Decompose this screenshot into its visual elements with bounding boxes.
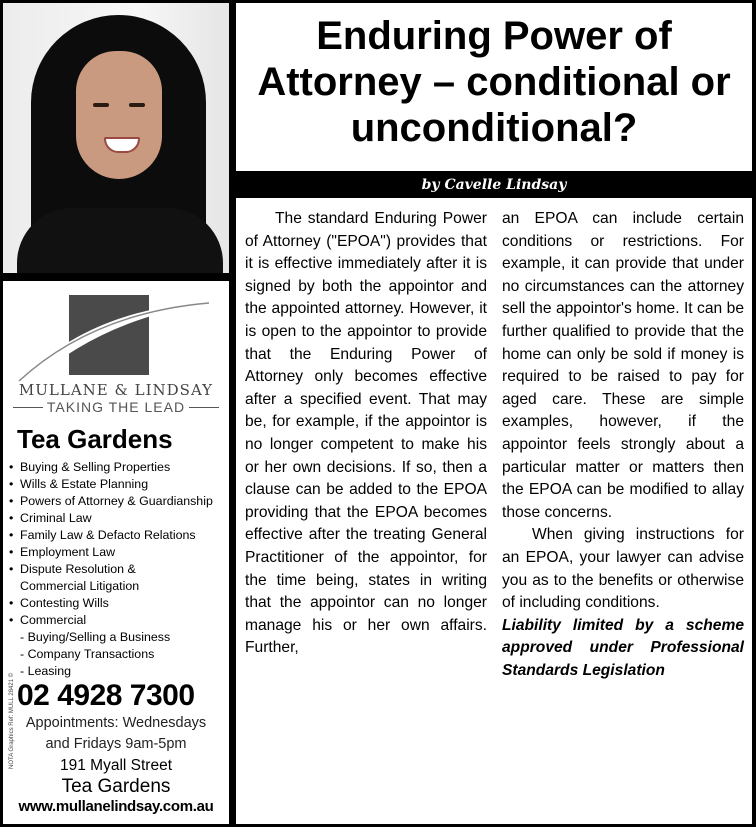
appointments-line: Appointments: Wednesdays bbox=[25, 715, 207, 731]
reference-note: NOTA Graphics Ref: MULL 28421 © bbox=[9, 672, 15, 769]
paragraph: The standard Enduring Power of Attorney ("EPOA") provides that it is effective immediately after it is signed by both the appointor and the appointed attorney. However, it is open to the appointor to provide that the Enduring Power of Attorney only becomes effective after a specified event. That may be, for example, if the appointor is no longer competent to make his or her own decisions. If so, then a clause can be added to the EPOA providing that the EPOA becomes effective after the treating General Practitioner of the appointor, for the time being, states in writing that the appointor can no longer manage his or her own affairs. Further, bbox=[245, 210, 487, 657]
list-item: Commercial Litigation bbox=[20, 579, 140, 593]
services-list bbox=[8, 459, 228, 680]
title-box bbox=[236, 3, 752, 171]
list-item: • Employment Law bbox=[8, 544, 228, 561]
tagline-row bbox=[13, 399, 219, 415]
appointments-line: and Fridays 9am-5pm bbox=[45, 736, 187, 752]
list-item: - Company Transactions bbox=[20, 647, 155, 661]
appointment-hours bbox=[3, 713, 229, 755]
list-item: • Powers of Attorney & Guardianship bbox=[8, 493, 228, 510]
website-link[interactable]: www.mullanelindsay.com.au bbox=[18, 798, 214, 815]
paragraph: an EPOA can include certain conditions or restrictions. For example, it can provide that under no circumstances can the attorney sell the appointor's home. It can be further qualified to provide that the home can only be sold if money is required to be raised to pay for aged care. These are simple examples, however, if the appointor feels strongly about a particular matter or matters then the EPOA can be modified to allay those concerns. bbox=[502, 210, 744, 521]
list-item: • Criminal Law bbox=[8, 510, 228, 527]
author-photo bbox=[3, 3, 229, 273]
list-item: • Commercial bbox=[8, 612, 228, 629]
article-body bbox=[236, 198, 752, 824]
firm-advertisement bbox=[3, 281, 229, 824]
byline: by Cavelle Lindsay bbox=[421, 177, 567, 193]
list-item: • Family Law & Defacto Relations bbox=[8, 527, 228, 544]
phone-number: 02 4928 7300 bbox=[17, 679, 195, 712]
list-item: • Dispute Resolution & bbox=[8, 561, 228, 578]
list-item: • Buying & Selling Properties bbox=[8, 459, 228, 476]
tagline: TAKING THE LEAD bbox=[46, 399, 186, 415]
column-right bbox=[502, 208, 744, 682]
list-item: • Wills & Estate Planning bbox=[8, 476, 228, 493]
list-item: • Contesting Wills bbox=[8, 595, 228, 612]
street-address: 191 Myall Street bbox=[60, 757, 172, 774]
column-left bbox=[245, 208, 487, 660]
town-heading: Tea Gardens bbox=[17, 424, 173, 454]
liability-statement: Liability limited by a scheme approved under Professional Standards Legislation bbox=[502, 616, 744, 679]
firm-name: MULLANE & LINDSAY bbox=[18, 381, 214, 399]
list-item: - Buying/Selling a Business bbox=[20, 630, 171, 644]
address-town: Tea Gardens bbox=[61, 776, 171, 797]
list-item: - Leasing bbox=[20, 664, 71, 678]
article-title: Enduring Power of Attorney – conditional or unconditional? bbox=[257, 14, 731, 150]
paragraph: When giving instructions for an EPOA, your lawyer can advise you as to the benefits or otherwise of including conditions. bbox=[502, 526, 744, 612]
